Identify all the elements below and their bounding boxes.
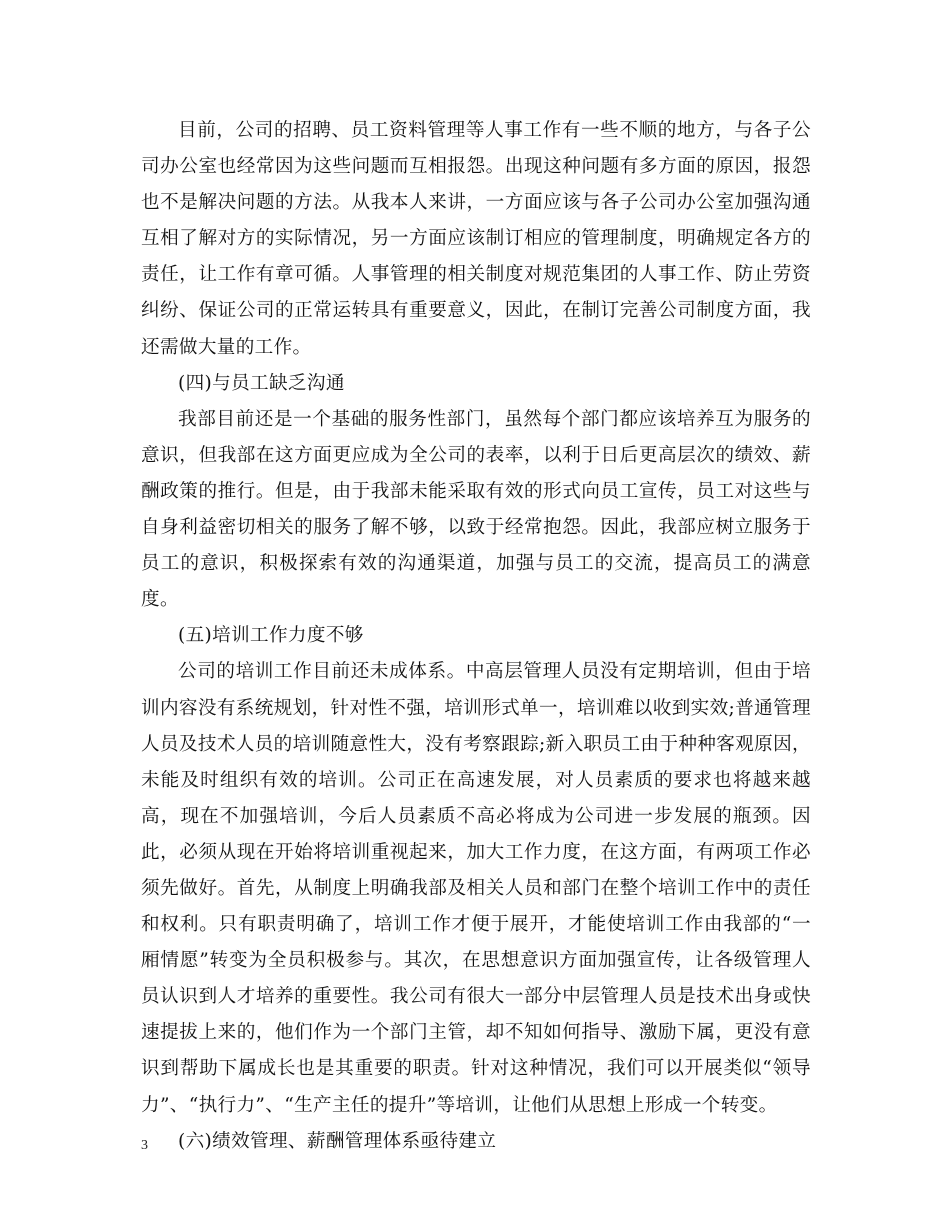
section-heading: (五)培训工作力度不够	[178, 625, 364, 647]
section-heading: (六)绩效管理、薪酬管理体系亟待建立	[178, 1130, 497, 1152]
paragraph: 目前，公司的招聘、员工资料管理等人事工作有一些不顺的地方，与各子公司办公室也经常因为这些问题而互相报怨。出现这种问题有多方面的原因，报怨也不是解决问题的方法。从我本人来讲，一方面应该与各子公司办公室加强沟通互相了解对方的实际情况，另一方面应该制订相应的管理制度，明确规定各方的责任，让工作有章可循。人事管理的相关制度对规范集团的人事工作、防止劳资纠纷、保证公司的正常运转具有重要意义，因此，在制订完善公司制度方面，我还需做大量的工作。	[141, 120, 811, 358]
section-heading: (四)与员工缺乏沟通	[178, 372, 345, 394]
body-text	[141, 113, 811, 1160]
paragraph: 我部目前还是一个基础的服务性部门，虽然每个部门都应该培养互为服务的意识，但我部在这方面更应成为全公司的表率，以利于日后更高层次的绩效、薪酬政策的推行。但是，由于我部未能采取有效的形式向员工宣传，员工对这些与自身利益密切相关的服务了解不够，以致于经常抱怨。因此，我部应树立服务于员工的意识，积极探索有效的沟通渠道，加强与员工的交流，提高员工的满意度。	[141, 408, 811, 611]
page-number: 3	[141, 1138, 148, 1153]
paragraph: 公司的培训工作目前还未成体系。中高层管理人员没有定期培训，但由于培训内容没有系统规划，针对性不强，培训形式单一，培训难以收到实效;普通管理人员及技术人员的培训随意性大，没有考察跟踪;新入职员工由于种种客观原因，未能及时组织有效的培训。公司正在高速发展，对人员素质的要求也将越来越高，现在不加强培训，今后人员素质不高必将成为公司进一步发展的瓶颈。因此，必须从现在开始将培训重视起来，加大工作力度，在这方面，有两项工作必须先做好。首先，从制度上明确我部及相关人员和部门在整个培训工作中的责任和权利。只有职责明确了，培训工作才便于展开，才能使培训工作由我部的“一厢情愿”转变为全员积极参与。其次，在思想意识方面加强宣传，让各级管理人员认识到人才培养的重要性。我公司有很大一部分中层管理人员是技术出身或快速提拔上来的，他们作为一个部门主管，却不知如何指导、激励下属，更没有意识到帮助下属成长也是其重要的职责。针对这种情况，我们可以开展类似“领导力”、“执行力”、“生产主任的提升”等培训，让他们从思想上形成一个转变。	[141, 661, 811, 1116]
